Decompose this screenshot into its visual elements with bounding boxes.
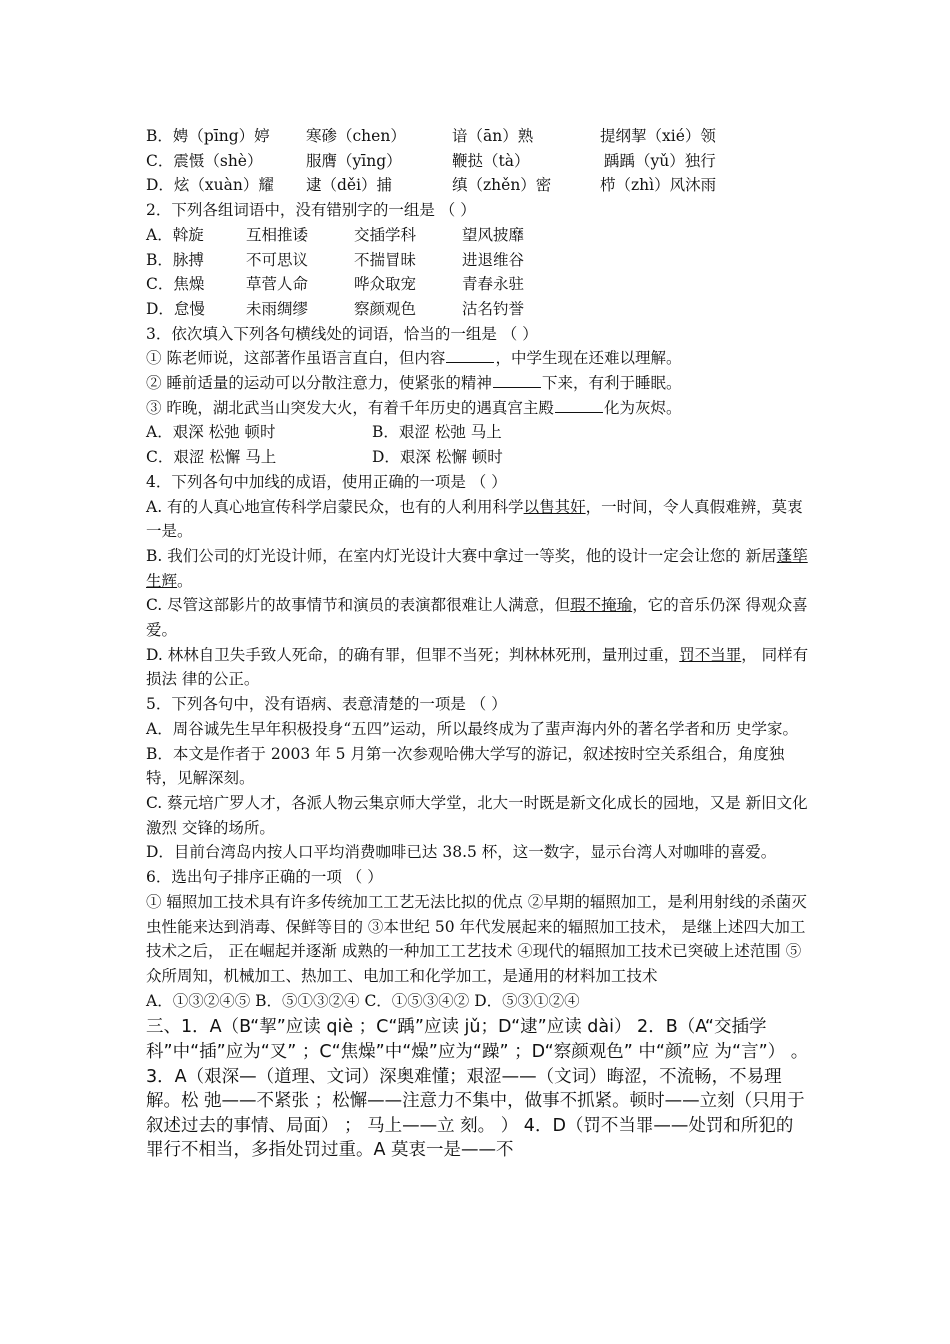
q1-c-item: C．震慑（shè） (146, 151, 263, 170)
document-content (146, 124, 810, 1163)
q1-option-c (146, 149, 810, 174)
q1-b-item: 谙（ān）熟 (452, 127, 534, 145)
fill-blank (493, 373, 541, 388)
q3-sentence-3 (146, 396, 810, 421)
fill-blank (446, 348, 494, 363)
q3-options-ab (146, 420, 810, 445)
q2-a-item: 望风披靡 (462, 225, 525, 244)
q4-option-text: ，它的音乐仍深 得观众喜爱。 (146, 596, 808, 640)
q2-c-item: 草菅人命 (246, 275, 309, 294)
q1-c-item: 服膺（yīng） (306, 151, 402, 170)
q2-c-item: 青春永驻 (462, 275, 525, 294)
q5-option-c: C. 蔡元培广罗人才，各派人物云集京师大学堂，北大一时既是新文化成长的园地，又是 新旧文化激烈 交锋的场所。 (146, 793, 808, 837)
q3-stem: 3．依次填入下列各句横线处的词语，恰当的一组是 （ ） (146, 324, 538, 343)
fill-blank (555, 398, 603, 413)
q6-stem: 6．选出句子排序正确的一项 （ ） (146, 868, 383, 887)
q4-stem: 4．下列各句中加线的成语，使用正确的一项是 （ ） (146, 472, 507, 491)
q3-sentence-2 (146, 371, 810, 396)
q4-option-b (146, 544, 810, 593)
q1-b-item: B．娉（pīng）婷 (146, 127, 270, 145)
q1-d-item: 栉（zhì）风沐雨 (600, 176, 717, 195)
q2-option-d (146, 297, 810, 322)
q2-b-item: B．脉搏 (146, 250, 204, 269)
q1-option-b (146, 124, 810, 149)
q3-options-cd (146, 445, 810, 470)
q2-c-item: 哗众取宠 (354, 275, 417, 294)
q1-b-item: 提纲挈（xié）领 (600, 127, 716, 145)
q4-option-text: ， 同样有损法 律的公正。 (146, 645, 809, 689)
q3-sentence-text: 化为灰烬。 (603, 398, 682, 417)
q1-c-item: 鞭挞（tà） (452, 151, 530, 170)
q6-sentences: ① 辐照加工技术具有许多传统加工工艺无法比拟的优点 ②早期的辐照加工，是利用射线的杀菌灭虫性能来达到消毒、保鲜等目的 ③本世纪 50 年代发展起来的辐照加工技术， 是继上述四大加工技术之后， 正在崛起并逐渐 成熟的一种加工工艺技术 ④现代的辐照加工技术已突破上述范围 ⑤众所周知，机械加工、热加工、电加工和化学加工，是通用的材料加工技术 (146, 892, 807, 985)
q1-d-item: 逮（děi）捕 (306, 176, 393, 195)
q3-option-a: A．艰深 松弛 顿时 (146, 423, 276, 442)
q4-option-text: B. 我们公司的灯光设计师，在室内灯光设计大赛中拿过一等奖，他的设计一定会让您的 新居 (146, 546, 777, 565)
q2-b-item: 不可思议 (246, 250, 309, 269)
q3-sentence-text: ，中学生现在还难以理解。 (495, 349, 682, 368)
q2-c-item: C．焦燥 (146, 275, 205, 294)
q4-option-text: D. 林林自卫失手致人死命，的确有罪，但罪不当死；判林林死刑，量刑过重， (146, 645, 680, 664)
q1-option-d (146, 173, 810, 198)
answer-key: 三、1．A（B“挈”应读 qiè ；C“踽”应读 jǔ；D“逮”应读 dài） 2．B（A“交插学科”中“插”应为“叉” ；C“焦燥”中“燥”应为“躁” ；D“察颜观色” 中“颜”应 为“言”） 。 3．A（艰深—（道理、文词）深奥难懂；艰涩——（文词）晦涩，不流畅，不易理解。松 弛——不紧张 ；松懈——注意力不集中，做事不抓紧。顿时——立刻（只用于叙述过去的事情、局面） ； 马上——立 刻。 ） 4．D（罚不当罪——处罚和所犯的罪行不相当，多指处罚过重。A 莫衷一是——不 (146, 1017, 809, 1161)
q4-option-text: A. 有的人真心地宣传科学启蒙民众，也有的人利用科学 (146, 497, 524, 516)
q4-underlined-idiom: 瑕不掩瑜 (570, 596, 633, 615)
q3-sentence-1 (146, 346, 810, 371)
q2-b-item: 不揣冒昧 (354, 250, 417, 269)
q2-stem: 2．下列各组词语中，没有错别字的一组是 （ ） (146, 201, 476, 220)
q4-option-text: 。 (177, 571, 193, 590)
q4-option-c (146, 593, 810, 642)
q2-d-item: 察颜观色 (354, 299, 417, 318)
q2-a-item: 交插学科 (354, 225, 417, 244)
q3-sentence-text: ① 陈老师说，这部著作虽语言直白，但内容 (146, 349, 446, 368)
q1-d-item: D．炫（xuàn）耀 (146, 176, 274, 195)
q3-sentence-text: ② 睡前适量的运动可以分散注意力，使紧张的精神 (146, 374, 492, 393)
q3-option-d: D．艰深 松懈 顿时 (372, 448, 503, 467)
q4-underlined-idiom: 以售其奸 (523, 497, 586, 516)
q2-d-item: 沽名钓誉 (462, 299, 525, 318)
q3-option-b: B．艰涩 松弛 马上 (372, 423, 502, 442)
q5-stem: 5．下列各句中，没有语病、表意清楚的一项是 （ ） (146, 695, 507, 714)
q2-option-b (146, 248, 810, 273)
q5-option-d: D．目前台湾岛内按人口平均消费咖啡已达 38.5 杯，这一数字，显示台湾人对咖啡的喜爱。 (146, 843, 777, 862)
q2-b-item: 进退维谷 (462, 250, 525, 269)
q2-option-a (146, 223, 810, 248)
q3-sentence-text: ③ 昨晚，湖北武当山突发大火，有着千年历史的遇真宫主殿 (146, 398, 554, 417)
q4-option-text: ，一时间，令人真假难辨，莫衷一是。 (146, 497, 803, 541)
q4-option-d (146, 643, 810, 692)
q4-underlined-idiom: 蓬筚生辉 (146, 546, 808, 590)
q1-c-item: 踽踽（yǔ）独行 (604, 151, 716, 170)
q2-a-item: 互相推诿 (246, 225, 309, 244)
q6-options: A．①③②④⑤ B．⑤①③②④ C．①⑤③④② D．⑤③①②④ (146, 991, 580, 1010)
q1-b-item: 寒碜（chen） (306, 127, 406, 145)
q4-underlined-idiom: 罚不当罪 (679, 645, 742, 664)
q3-option-c: C．艰涩 松懈 马上 (146, 448, 277, 467)
q2-option-c (146, 272, 810, 297)
q4-option-text: C. 尽管这部影片的故事情节和演员的表演都很难让人满意，但 (146, 596, 571, 615)
q1-d-item: 缜（zhěn）密 (452, 176, 552, 195)
q5-option-b: B．本文是作者于 2003 年 5 月第一次参观哈佛大学写的游记，叙述按时空关系组合，角度独特，见解深刻。 (146, 744, 785, 788)
q2-d-item: 未雨绸缪 (246, 299, 309, 318)
q2-a-item: A．斡旋 (146, 225, 204, 244)
q3-sentence-text: 下来，有利于睡眠。 (541, 374, 682, 393)
q4-option-a (146, 495, 810, 544)
q5-option-a: A．周谷诚先生早年积极投身“五四”运动，所以最终成为了蜚声海内外的著名学者和历 史学家。 (146, 719, 798, 738)
q2-d-item: D．怠慢 (146, 299, 205, 318)
